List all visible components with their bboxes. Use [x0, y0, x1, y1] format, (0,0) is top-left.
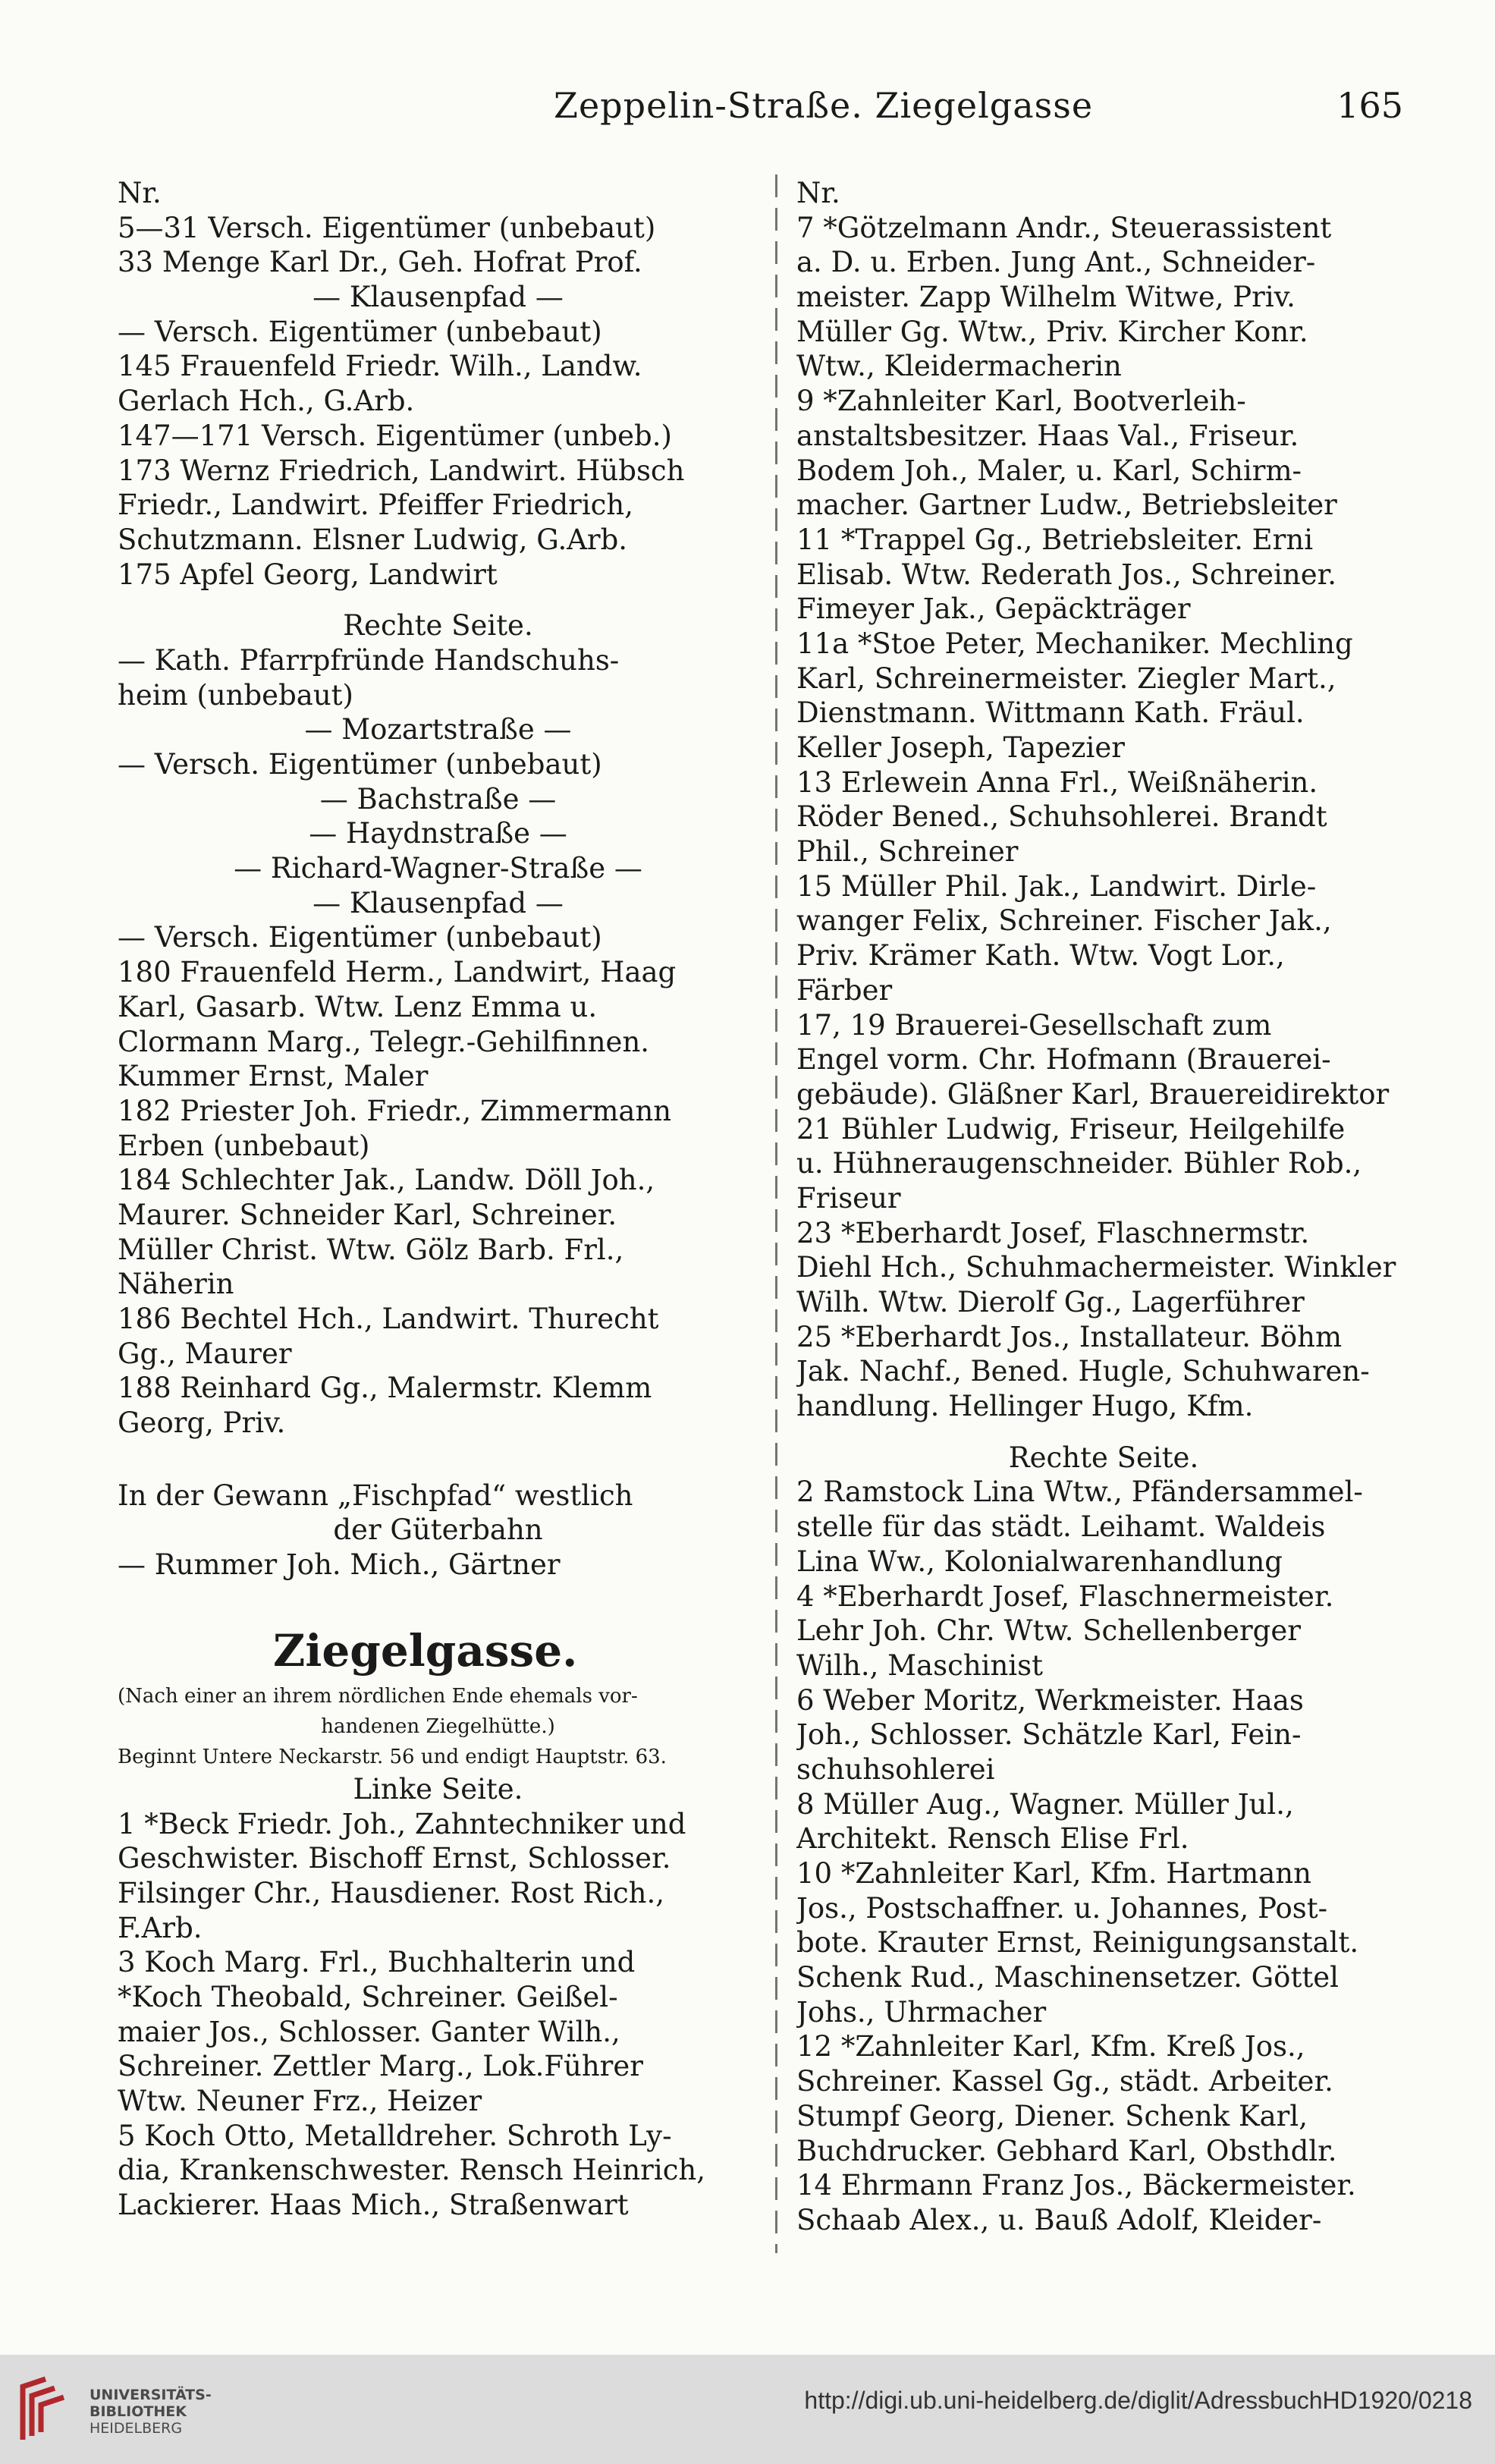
directory-line: Wtw., Kleidermacherin	[796, 350, 1122, 383]
directory-line: Engel vorm. Chr. Hofmann (Brauerei-	[796, 1043, 1331, 1076]
directory-line: 17, 19 Brauerei-Gesellschaft zum	[796, 1008, 1272, 1042]
directory-line: Joh., Schlosser. Schätzle Karl, Fein-	[796, 1718, 1302, 1752]
directory-line: Gg., Maurer	[118, 1337, 292, 1370]
section-heading: — Mozartstraße —	[304, 713, 572, 746]
directory-line: Clormann Marg., Telegr.-Gehilfinnen.	[118, 1025, 650, 1058]
directory-line: 23 *Eberhardt Josef, Flaschnermstr.	[796, 1216, 1310, 1249]
directory-line: a. D. u. Erben. Jung Ant., Schneider-	[796, 246, 1316, 279]
logo-text-line1: UNIVERSITÄTS-	[90, 2387, 212, 2403]
directory-line: Buchdrucker. Gebhard Karl, Obsthdlr.	[796, 2134, 1337, 2167]
library-logo-icon	[15, 2371, 70, 2447]
directory-line: Geschwister. Bischoff Ernst, Schlosser.	[118, 1842, 671, 1875]
directory-line: Schreiner. Kassel Gg., städt. Arbeiter.	[796, 2065, 1333, 2098]
directory-line: Wtw. Neuner Frz., Heizer	[118, 2085, 482, 2117]
left-column	[118, 176, 758, 2223]
directory-line: Friedr., Landwirt. Pfeiffer Friedrich,	[118, 489, 633, 522]
directory-line: Elisab. Wtw. Rederath Jos., Schreiner.	[796, 558, 1336, 591]
directory-line	[118, 592, 758, 608]
directory-line: — Versch. Eigentümer (unbebaut)	[118, 315, 602, 348]
section-heading: Rechte Seite.	[1008, 1441, 1199, 1474]
directory-line: Schreiner. Zettler Marg., Lok.Führer	[118, 2050, 643, 2083]
logo-text-line2: BIBLIOTHEK	[90, 2403, 187, 2420]
directory-line: Maurer. Schneider Karl, Schreiner.	[118, 1198, 617, 1231]
directory-line: handlung. Hellinger Hugo, Kfm.	[796, 1390, 1254, 1423]
directory-line: 21 Bühler Ludwig, Friseur, Heilgehilfe	[796, 1112, 1346, 1146]
directory-line: 13 Erlewein Anna Frl., Weißnäherin.	[796, 765, 1318, 799]
section-heading: — Haydnstraße —	[309, 817, 567, 850]
directory-line: gebäude). Gläßner Karl, Brauereidirektor	[796, 1077, 1390, 1111]
column-divider	[775, 174, 777, 2253]
section-heading: — Bachstraße —	[319, 782, 557, 816]
directory-line: 2 Ramstock Lina Wtw., Pfändersammel-	[796, 1476, 1363, 1509]
directory-line: Kummer Ernst, Maler	[118, 1060, 429, 1093]
right-column	[796, 176, 1411, 2238]
directory-line: Lina Ww., Kolonialwarenhandlung	[796, 1545, 1283, 1578]
directory-line: dia, Krankenschwester. Rensch Heinrich,	[118, 2154, 706, 2187]
directory-line: 180 Frauenfeld Herm., Landwirt, Haag	[118, 956, 677, 989]
directory-line: 33 Menge Karl Dr., Geh. Hofrat Prof.	[118, 246, 642, 279]
section-heading: — Klausenpfad —	[313, 886, 564, 919]
street-heading: Ziegelgasse.	[273, 1624, 578, 1677]
directory-line: Jak. Nachf., Bened. Hugle, Schuhwaren-	[796, 1355, 1370, 1388]
directory-line	[796, 1424, 1411, 1441]
directory-line: 3 Koch Marg. Frl., Buchhalterin und	[118, 1946, 636, 1979]
section-heading: Rechte Seite.	[343, 609, 533, 643]
directory-line: macher. Gartner Ludw., Betriebsleiter	[796, 489, 1337, 522]
section-heading: Linke Seite.	[353, 1772, 523, 1806]
directory-line: Architekt. Rensch Elise Frl.	[796, 1822, 1189, 1856]
directory-line: Karl, Gasarb. Wtw. Lenz Emma u.	[118, 990, 598, 1023]
directory-line: Filsinger Chr., Hausdiener. Rost Rich.,	[118, 1876, 665, 1909]
directory-line: 11a *Stoe Peter, Mechaniker. Mechling	[796, 627, 1353, 660]
directory-line: 5—31 Versch. Eigentümer (unbebaut)	[118, 211, 656, 244]
directory-line: Schaab Alex., u. Bauß Adolf, Kleider-	[796, 2203, 1322, 2236]
directory-line: schuhsohlerei	[796, 1752, 995, 1786]
directory-line: Beginnt Untere Neckarstr. 56 und endigt Hauptstr. 63.	[118, 1745, 667, 1768]
directory-line: Lackierer. Haas Mich., Straßenwart	[118, 2189, 629, 2222]
directory-line: 184 Schlechter Jak., Landw. Döll Joh.,	[118, 1164, 655, 1197]
directory-line: 173 Wernz Friedrich, Landwirt. Hübsch	[118, 454, 685, 487]
directory-line: 4 *Eberhardt Josef, Flaschnermeister.	[796, 1579, 1334, 1613]
section-heading: handenen Ziegelhütte.)	[321, 1714, 555, 1738]
directory-line: Gerlach Hch., G.Arb.	[118, 385, 415, 418]
running-title: Zeppelin-Straße. Ziegelgasse	[554, 85, 1094, 126]
directory-line: 15 Müller Phil. Jak., Landwirt. Dirle-	[796, 869, 1317, 903]
directory-line: u. Hühneraugenschneider. Bühler Rob.,	[796, 1147, 1362, 1180]
directory-line: 188 Reinhard Gg., Malermstr. Klemm	[118, 1372, 652, 1405]
directory-line: Diehl Hch., Schuhmachermeister. Winkler	[796, 1251, 1396, 1284]
section-heading: — Klausenpfad —	[313, 281, 564, 314]
directory-line	[118, 1582, 758, 1620]
directory-line: 8 Müller Aug., Wagner. Müller Jul.,	[796, 1787, 1294, 1821]
directory-line: 1 *Beck Friedr. Joh., Zahntechniker und	[118, 1807, 686, 1840]
directory-line: 147—171 Versch. Eigentümer (unbeb.)	[118, 419, 672, 452]
directory-line: 186 Bechtel Hch., Landwirt. Thurecht	[118, 1303, 659, 1335]
page-header	[114, 85, 1403, 138]
directory-line: stelle für das städt. Leihamt. Waldeis	[796, 1510, 1326, 1544]
directory-line: (Nach einer an ihrem nördlichen Ende ehemals vor-	[118, 1684, 638, 1708]
directory-line: Müller Gg. Wtw., Priv. Kircher Konr.	[796, 315, 1308, 348]
directory-line: Jos., Postschaffner. u. Johannes, Post-	[796, 1891, 1328, 1925]
directory-line: 11 *Trappel Gg., Betriebsleiter. Erni	[796, 523, 1314, 556]
directory-line: bote. Krauter Ernst, Reinigungsanstalt.	[796, 1926, 1359, 1960]
directory-line: 182 Priester Joh. Friedr., Zimmermann	[118, 1094, 672, 1127]
directory-line: Wilh., Maschinist	[796, 1648, 1043, 1682]
directory-line: Röder Bened., Schuhsohlerei. Brandt	[796, 800, 1327, 834]
directory-line: Schenk Rud., Maschinensetzer. Göttel	[796, 1961, 1339, 1994]
page-number: 165	[1336, 85, 1403, 126]
directory-line: 145 Frauenfeld Friedr. Wilh., Landw.	[118, 350, 642, 383]
directory-line: Johs., Uhrmacher	[796, 1995, 1047, 2029]
directory-line: meister. Zapp Wilhelm Witwe, Priv.	[796, 281, 1296, 314]
directory-line: Wilh. Wtw. Dierolf Gg., Lagerführer	[796, 1286, 1305, 1318]
directory-line: Nr.	[118, 177, 162, 209]
footer-bar	[0, 2355, 1495, 2464]
directory-line: wanger Felix, Schreiner. Fischer Jak.,	[796, 904, 1332, 938]
directory-line: maier Jos., Schlosser. Ganter Wilh.,	[118, 2015, 620, 2048]
directory-line: 7 *Götzelmann Andr., Steuerassistent	[796, 211, 1332, 244]
directory-line: Georg, Priv.	[118, 1406, 286, 1440]
directory-line: Phil., Schreiner	[796, 835, 1019, 869]
directory-line: Müller Christ. Wtw. Gölz Barb. Frl.,	[118, 1233, 624, 1266]
directory-line: heim (unbebaut)	[118, 678, 353, 712]
directory-line: 175 Apfel Georg, Landwirt	[118, 558, 498, 591]
logo-text-line3: HEIDELBERG	[90, 2420, 183, 2437]
directory-line: 14 Ehrmann Franz Jos., Bäckermeister.	[796, 2169, 1356, 2202]
directory-line: Stumpf Georg, Diener. Schenk Karl,	[796, 2099, 1308, 2132]
directory-line: 10 *Zahnleiter Karl, Kfm. Hartmann	[796, 1857, 1311, 1890]
section-heading: der Güterbahn	[333, 1513, 543, 1547]
directory-line: Bodem Joh., Maler, u. Karl, Schirm-	[796, 454, 1302, 487]
directory-line	[118, 1441, 758, 1479]
directory-line: Priv. Krämer Kath. Wtw. Vogt Lor.,	[796, 939, 1285, 973]
directory-line: Friseur	[796, 1181, 901, 1215]
directory-line: 6 Weber Moritz, Werkmeister. Haas	[796, 1683, 1304, 1717]
directory-line: Erben (unbebaut)	[118, 1129, 370, 1162]
directory-line: In der Gewann „Fischpfad“ westlich	[118, 1479, 633, 1512]
directory-line: Keller Joseph, Tapezier	[796, 731, 1125, 764]
directory-line: Lehr Joh. Chr. Wtw. Schellenberger	[796, 1614, 1301, 1648]
section-heading: — Richard-Wagner-Straße —	[234, 852, 642, 885]
directory-line: 5 Koch Otto, Metalldreher. Schroth Ly-	[118, 2119, 672, 2152]
directory-line: Näherin	[118, 1268, 234, 1301]
source-url[interactable]: http://digi.ub.uni-heidelberg.de/diglit/AdressbuchHD1920/0218	[804, 2387, 1472, 2414]
directory-line: 9 *Zahnleiter Karl, Bootverleih-	[796, 385, 1246, 418]
directory-line: 12 *Zahnleiter Karl, Kfm. Kreß Jos.,	[796, 2030, 1305, 2063]
directory-line: — Versch. Eigentümer (unbebaut)	[118, 921, 602, 954]
directory-line: *Koch Theobald, Schreiner. Geißel-	[118, 1980, 618, 2013]
directory-line: Färber	[796, 973, 893, 1007]
directory-line: 25 *Eberhardt Jos., Installateur. Böhm	[796, 1320, 1343, 1353]
directory-line: F.Arb.	[118, 1911, 203, 1944]
directory-line: Nr.	[796, 177, 840, 209]
directory-line: Dienstmann. Wittmann Kath. Fräul.	[796, 696, 1305, 730]
directory-line: Schutzmann. Elsner Ludwig, G.Arb.	[118, 523, 628, 556]
directory-line: Fimeyer Jak., Gepäckträger	[796, 592, 1191, 626]
directory-line: anstaltsbesitzer. Haas Val., Friseur.	[796, 419, 1299, 452]
directory-line: — Kath. Pfarrpfründe Handschuhs-	[118, 643, 620, 677]
directory-line: Karl, Schreinermeister. Ziegler Mart.,	[796, 662, 1336, 695]
directory-line: — Versch. Eigentümer (unbebaut)	[118, 748, 602, 781]
directory-line: — Rummer Joh. Mich., Gärtner	[118, 1548, 561, 1582]
